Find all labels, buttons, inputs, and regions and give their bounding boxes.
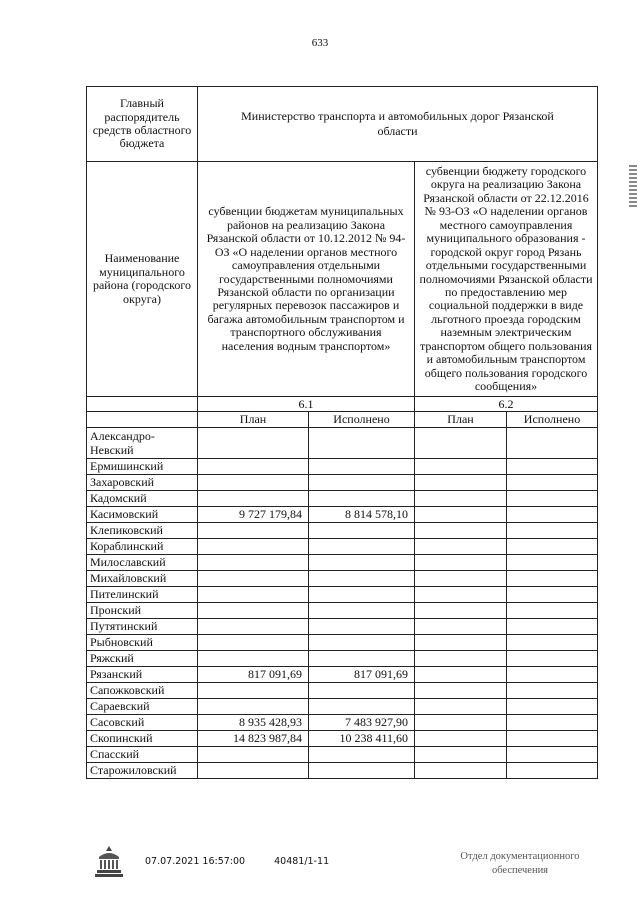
- table-row: [87, 459, 598, 475]
- table-row: [87, 603, 598, 619]
- region-label: Наименование муниципального района (городского округа): [87, 162, 198, 397]
- empty-cell: [87, 412, 198, 428]
- done-6-1-cell: [309, 491, 415, 507]
- table-body: [87, 428, 598, 779]
- table-row: [87, 667, 598, 683]
- done-6-1-cell: [309, 619, 415, 635]
- plan-6-1-cell: [198, 459, 309, 475]
- done-6-1-cell: [309, 603, 415, 619]
- plan-6-1-cell: [198, 587, 309, 603]
- region-name-cell: Кадомский: [87, 491, 198, 507]
- plan-6-2-cell: [415, 619, 507, 635]
- scan-edge-mark: [629, 165, 637, 209]
- table-row: [87, 651, 598, 667]
- done-6-1-cell: [309, 523, 415, 539]
- done-6-1-cell: [309, 763, 415, 779]
- done-6-2-cell: [507, 587, 598, 603]
- table-row: [87, 428, 598, 459]
- plan-6-2-cell: [415, 428, 507, 459]
- plan-6-1-cell: [198, 571, 309, 587]
- plan-6-1-cell: [198, 683, 309, 699]
- done-6-2-cell: [507, 571, 598, 587]
- plan-6-2-cell: [415, 731, 507, 747]
- footer-datetime: 07.07.2021 16:57:00: [145, 856, 246, 867]
- table-row: [87, 507, 598, 523]
- department-stamp: Отдел документационного обеспечения: [460, 851, 580, 876]
- region-name-cell: Клепиковский: [87, 523, 198, 539]
- plan-6-1-cell: [198, 428, 309, 459]
- plan-6-1-cell: 9 727 179,84: [198, 507, 309, 523]
- done-6-2-cell: [507, 747, 598, 763]
- table-row: [87, 555, 598, 571]
- plan-6-2-cell: [415, 555, 507, 571]
- done-6-1-cell: [309, 699, 415, 715]
- done-6-2-cell: [507, 459, 598, 475]
- region-name-cell: Путятинский: [87, 619, 198, 635]
- done-6-2-cell: [507, 475, 598, 491]
- done-6-2-cell: [507, 428, 598, 459]
- done-6-2-cell: [507, 699, 598, 715]
- done-6-1-cell: [309, 459, 415, 475]
- plan-header: План: [415, 412, 507, 428]
- plan-6-2-cell: [415, 571, 507, 587]
- plan-6-2-cell: [415, 587, 507, 603]
- region-name-cell: Рязанский: [87, 667, 198, 683]
- plan-6-1-cell: [198, 699, 309, 715]
- plan-6-2-cell: [415, 603, 507, 619]
- region-name-cell: Пителинский: [87, 587, 198, 603]
- done-6-1-cell: [309, 571, 415, 587]
- col-6-1-number: 6.1: [198, 397, 415, 412]
- done-6-2-cell: [507, 619, 598, 635]
- done-6-2-cell: [507, 715, 598, 731]
- region-name-cell: Кораблинский: [87, 539, 198, 555]
- done-6-1-cell: 817 091,69: [309, 667, 415, 683]
- plan-6-1-cell: [198, 619, 309, 635]
- plan-6-1-cell: [198, 763, 309, 779]
- footer-info: [145, 856, 355, 867]
- table-row: [87, 539, 598, 555]
- table-header: [87, 87, 598, 428]
- done-header: Исполнено: [507, 412, 598, 428]
- done-6-2-cell: [507, 491, 598, 507]
- done-6-2-cell: [507, 651, 598, 667]
- done-6-1-cell: [309, 635, 415, 651]
- table-row: [87, 571, 598, 587]
- region-name-cell: Александро-Невский: [87, 428, 198, 459]
- done-header: Исполнено: [309, 412, 415, 428]
- done-6-2-cell: [507, 731, 598, 747]
- table-row: [87, 619, 598, 635]
- region-name-cell: Пронский: [87, 603, 198, 619]
- plan-6-2-cell: [415, 539, 507, 555]
- done-6-1-cell: [309, 683, 415, 699]
- done-6-1-cell: [309, 539, 415, 555]
- done-6-1-cell: [309, 428, 415, 459]
- plan-6-1-cell: 14 823 987,84: [198, 731, 309, 747]
- table-row: [87, 587, 598, 603]
- table-row: [87, 491, 598, 507]
- done-6-2-cell: [507, 507, 598, 523]
- done-6-1-cell: 10 238 411,60: [309, 731, 415, 747]
- duma-emblem-icon: [93, 843, 125, 879]
- region-name-cell: Старожиловский: [87, 763, 198, 779]
- table-row: [87, 475, 598, 491]
- empty-cell: [87, 397, 198, 412]
- plan-6-2-cell: [415, 507, 507, 523]
- plan-6-1-cell: [198, 603, 309, 619]
- done-6-2-cell: [507, 555, 598, 571]
- plan-6-1-cell: [198, 523, 309, 539]
- done-6-2-cell: [507, 763, 598, 779]
- region-name-cell: Ряжский: [87, 651, 198, 667]
- done-6-2-cell: [507, 683, 598, 699]
- table-row: [87, 635, 598, 651]
- plan-6-2-cell: [415, 459, 507, 475]
- plan-6-1-cell: 8 935 428,93: [198, 715, 309, 731]
- region-name-cell: Рыбновский: [87, 635, 198, 651]
- done-6-1-cell: [309, 475, 415, 491]
- region-name-cell: Сараевский: [87, 699, 198, 715]
- region-name-cell: Скопинский: [87, 731, 198, 747]
- table-row: [87, 683, 598, 699]
- table-row: [87, 715, 598, 731]
- table-row: [87, 731, 598, 747]
- plan-6-1-cell: [198, 635, 309, 651]
- region-name-cell: Ермишинский: [87, 459, 198, 475]
- region-name-cell: Михайловский: [87, 571, 198, 587]
- done-6-1-cell: [309, 555, 415, 571]
- table-row: [87, 699, 598, 715]
- region-name-cell: Захаровский: [87, 475, 198, 491]
- done-6-1-cell: 7 483 927,90: [309, 715, 415, 731]
- distributor-label: Главный распорядитель средств областного бюджета: [87, 87, 198, 162]
- plan-6-2-cell: [415, 763, 507, 779]
- plan-6-2-cell: [415, 715, 507, 731]
- plan-6-1-cell: [198, 555, 309, 571]
- region-name-cell: Сапожковский: [87, 683, 198, 699]
- done-6-2-cell: [507, 603, 598, 619]
- table-row: [87, 747, 598, 763]
- plan-6-1-cell: [198, 747, 309, 763]
- budget-table: [86, 86, 598, 779]
- done-6-1-cell: [309, 747, 415, 763]
- done-6-2-cell: [507, 539, 598, 555]
- plan-6-2-cell: [415, 491, 507, 507]
- plan-6-2-cell: [415, 699, 507, 715]
- page-number: 633: [311, 37, 329, 49]
- table-row: [87, 763, 598, 779]
- distributor-value: Министерство транспорта и автомобильных дорог Рязанской области: [198, 87, 598, 162]
- done-6-2-cell: [507, 635, 598, 651]
- col-6-2-number: 6.2: [415, 397, 598, 412]
- plan-6-2-cell: [415, 667, 507, 683]
- footer-doc-number: 40481/1-11: [274, 856, 330, 867]
- plan-6-2-cell: [415, 523, 507, 539]
- plan-6-1-cell: [198, 491, 309, 507]
- col-6-1-title: субвенции бюджетам муниципальных районов на реализацию Закона Рязанской области от 10.12.2012 № 94-ОЗ «О наделении органов местного самоуправления отдельными государственными полномочиями Рязанской области по организации регулярных перевозок пассажиров и багажа автомобильным транспортом и транспортного обслуживания населения водным транспортом»: [198, 162, 415, 397]
- col-6-2-title: субвенции бюджету городского округа на реализацию Закона Рязанской области от 22.12.2016 № 93-ОЗ «О наделении органов местного самоуправления муниципального образования - городской округ город Рязань отдельными государственными полномочиями Рязанской области по предоставлению мер социальной поддержки в виде льготного проезда городским наземным электрическим транспортом общего пользования и автомобильным транспортом общего пользования городского сообщения»: [415, 162, 598, 397]
- plan-6-2-cell: [415, 683, 507, 699]
- plan-6-1-cell: 817 091,69: [198, 667, 309, 683]
- plan-6-2-cell: [415, 651, 507, 667]
- region-name-cell: Спасский: [87, 747, 198, 763]
- done-6-1-cell: [309, 587, 415, 603]
- plan-6-1-cell: [198, 539, 309, 555]
- done-6-1-cell: 8 814 578,10: [309, 507, 415, 523]
- done-6-2-cell: [507, 523, 598, 539]
- table-row: [87, 523, 598, 539]
- plan-header: План: [198, 412, 309, 428]
- region-name-cell: Сасовский: [87, 715, 198, 731]
- done-6-1-cell: [309, 651, 415, 667]
- plan-6-2-cell: [415, 747, 507, 763]
- plan-6-1-cell: [198, 651, 309, 667]
- plan-6-2-cell: [415, 475, 507, 491]
- region-name-cell: Милославский: [87, 555, 198, 571]
- done-6-2-cell: [507, 667, 598, 683]
- plan-6-2-cell: [415, 635, 507, 651]
- plan-6-1-cell: [198, 475, 309, 491]
- region-name-cell: Касимовский: [87, 507, 198, 523]
